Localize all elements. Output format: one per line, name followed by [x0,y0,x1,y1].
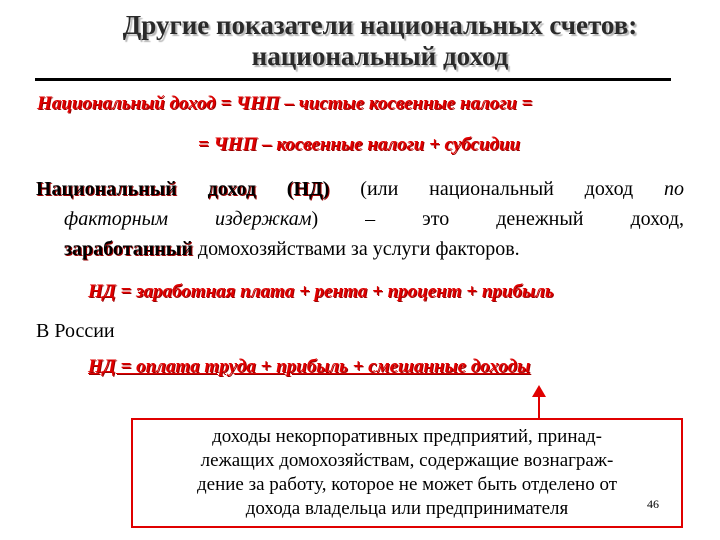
title-line-2: национальный доход [251,41,509,71]
definition-line2-tail: ) – это денежный доход, [311,208,684,230]
definition-line-3 [64,234,520,264]
title-line-1: Другие показатели национальных счетов: [122,10,638,40]
mixed-income-note [131,418,683,528]
arrow-connector [538,396,540,418]
definition-factor-costs: факторным издержкам [64,208,312,230]
note-line: дохода владельца или предпринимателя [245,498,569,519]
nd-components-formula: НД = заработная плата + рента + процент + прибыль [88,281,554,302]
definition-line3-tail: домохозяйствами за услуги факторов. [192,238,520,260]
definition-line1-tail-a: (или национальный доход [360,178,634,200]
national-income-formula-2: = ЧНП – косвенные налоги + субсидии [198,134,521,155]
page-number: 46 [647,497,659,511]
definition-term: Национальный доход (НД) [36,178,330,200]
national-income-formula-1: Национальный доход = ЧНП – чистые косвенные налоги = [37,93,533,114]
note-line: лежащих домохозяйствам, содержащие вознаграж- [200,450,614,471]
nd-russia-formula: НД = оплата труда + прибыль + смешанные доходы [88,356,531,377]
definition-line1-tail-b: по [664,178,685,200]
slide-title [40,10,720,72]
definition-line-2 [64,204,684,234]
russia-label: В России [36,320,115,342]
note-line: дение за работу, которое не может быть отделено от [197,474,617,495]
note-line: доходы некорпоративных предприятий, принад- [212,426,602,447]
definition-line-1 [36,174,684,204]
title-divider [35,78,671,81]
definition-earned: заработанный [64,238,193,260]
